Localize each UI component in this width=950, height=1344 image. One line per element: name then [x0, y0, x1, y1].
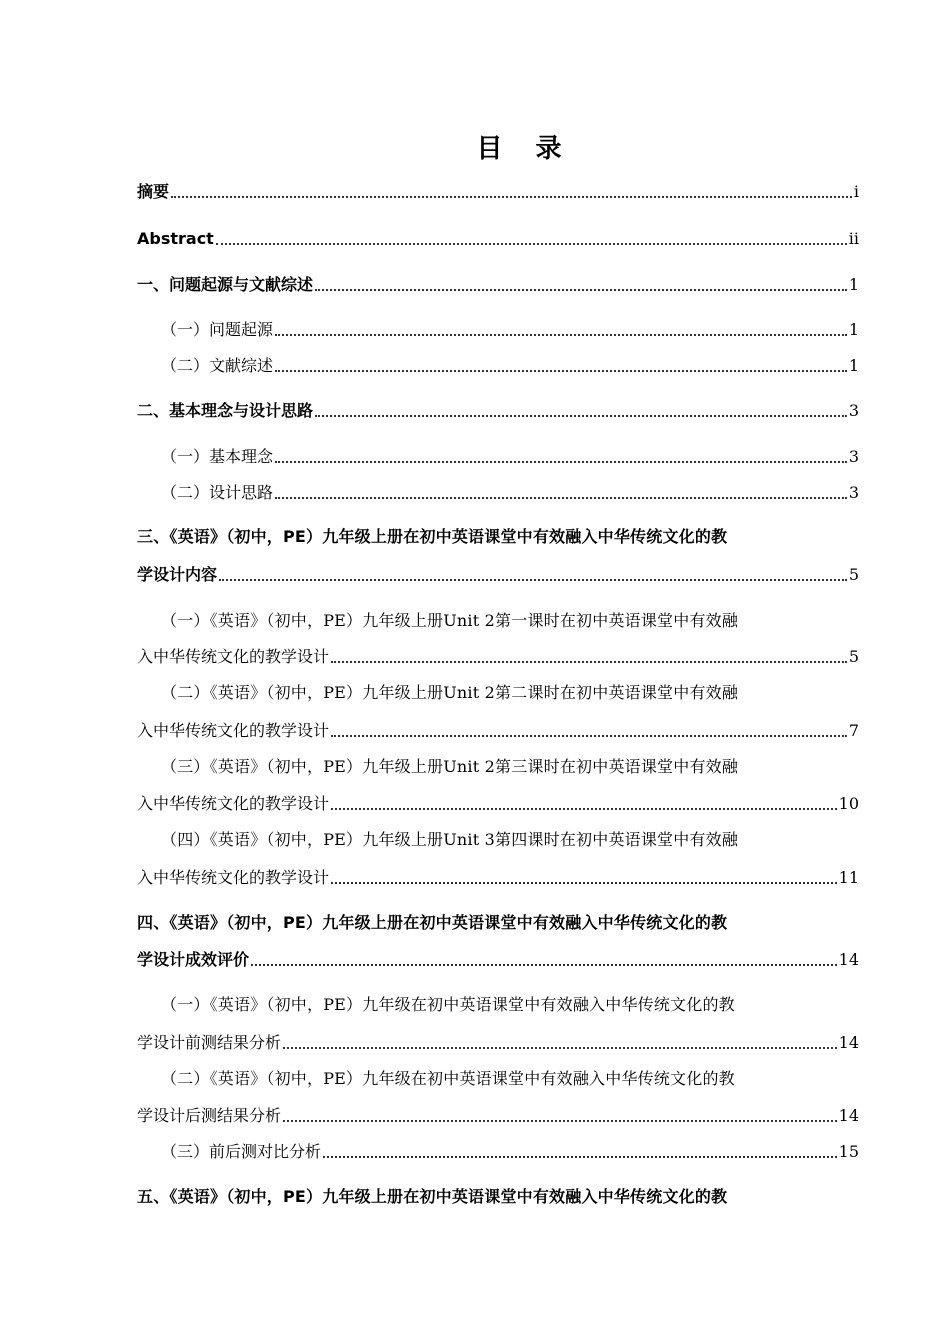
- dot-leader: [331, 807, 837, 810]
- toc-entry-line1: （二）《英语》（初中，PE）九年级在初中英语课堂中有效融入中华传统文化的教: [161, 1069, 735, 1088]
- toc-entry-line1: （一）《英语》（初中，PE）九年级上册Unit 2第一课时在初中英语课堂中有效融: [161, 611, 739, 630]
- toc-entry[interactable]: [137, 483, 859, 503]
- dot-leader: [275, 333, 847, 336]
- dot-leader: [275, 496, 847, 499]
- toc-entry-line1: （二）《英语》（初中，PE）九年级上册Unit 2第二课时在初中英语课堂中有效融: [161, 683, 739, 702]
- dot-leader: [275, 460, 847, 463]
- toc-entry[interactable]: [137, 447, 859, 467]
- toc-entry-page: 5: [848, 565, 859, 584]
- toc-entry-page: i: [853, 182, 859, 201]
- dot-leader: [331, 734, 847, 737]
- toc-entry-text: 摘要: [137, 182, 170, 201]
- toc-entry-text: （二）文献综述: [161, 356, 274, 375]
- dot-leader: [275, 369, 847, 372]
- toc-entry-page: 3: [848, 447, 859, 466]
- dot-leader: [323, 1155, 837, 1158]
- toc-entry[interactable]: [137, 950, 859, 970]
- toc-entry-line1: 五、《英语》（初中，PE）九年级上册在初中英语课堂中有效融入中华传统文化的教: [137, 1187, 728, 1206]
- toc-entry-page: 1: [848, 320, 859, 339]
- dot-leader: [283, 1119, 837, 1122]
- toc-entry-page: 14: [838, 1106, 859, 1125]
- toc-entry-page: 14: [838, 1033, 859, 1052]
- toc-entry[interactable]: [137, 565, 859, 585]
- toc-entry[interactable]: [137, 356, 859, 376]
- toc-entry-page: 15: [838, 1142, 859, 1161]
- toc-entry-page: 14: [838, 950, 859, 969]
- toc-entry-page: 3: [848, 401, 859, 420]
- dot-leader: [315, 414, 847, 417]
- toc-entry-text: 入中华传统文化的教学设计: [137, 868, 330, 887]
- toc-entry-text: （三）前后测对比分析: [161, 1142, 322, 1161]
- toc-entry-text: Abstract: [137, 229, 214, 248]
- toc-entry-page: 1: [848, 275, 859, 294]
- dot-leader: [283, 1046, 837, 1049]
- toc-entry-text: 学设计后测结果分析: [137, 1106, 282, 1125]
- dot-leader: [331, 881, 837, 884]
- toc-title: 目 录: [476, 134, 574, 164]
- toc-entry-text: （二）设计思路: [161, 483, 274, 502]
- toc-entry-text: 学设计前测结果分析: [137, 1033, 282, 1052]
- toc-entry-page: 11: [838, 868, 859, 887]
- toc-entry-text: 二、基本理念与设计思路: [137, 401, 314, 420]
- toc-entry-page: 1: [848, 356, 859, 375]
- dot-leader: [331, 660, 847, 663]
- toc-entry[interactable]: [137, 229, 859, 249]
- toc-entry-page: 7: [848, 721, 859, 740]
- toc-entry-page: 3: [848, 483, 859, 502]
- toc-entry[interactable]: [137, 401, 859, 421]
- toc-entry[interactable]: [137, 1033, 859, 1053]
- toc-entry[interactable]: [137, 1106, 859, 1126]
- toc-entry-text: （一）基本理念: [161, 447, 274, 466]
- dot-leader: [251, 963, 837, 966]
- toc-entry-line1: （四）《英语》（初中，PE）九年级上册Unit 3第四课时在初中英语课堂中有效融: [161, 830, 739, 849]
- toc-entry-text: 入中华传统文化的教学设计: [137, 647, 330, 666]
- toc-entry-page: 5: [848, 647, 859, 666]
- toc-entry-text: 学设计内容: [137, 565, 218, 584]
- toc-entry-text: 入中华传统文化的教学设计: [137, 794, 330, 813]
- toc-entry[interactable]: [137, 1142, 859, 1162]
- toc-entry-text: 一、问题起源与文献综述: [137, 275, 314, 294]
- dot-leader: [315, 288, 847, 291]
- toc-entry[interactable]: [137, 320, 859, 340]
- toc-entry[interactable]: [137, 868, 859, 888]
- dot-leader: [171, 195, 852, 198]
- toc-entry[interactable]: [137, 182, 859, 202]
- toc-entry-line1: 四、《英语》（初中，PE）九年级上册在初中英语课堂中有效融入中华传统文化的教: [137, 913, 728, 932]
- toc-entry-page: 10: [838, 794, 859, 813]
- toc-entry-line1: 三、《英语》（初中，PE）九年级上册在初中英语课堂中有效融入中华传统文化的教: [137, 527, 728, 546]
- toc-entry-text: 入中华传统文化的教学设计: [137, 721, 330, 740]
- dot-leader: [216, 242, 847, 245]
- toc-entry[interactable]: [137, 647, 859, 667]
- toc-entry-text: （一）问题起源: [161, 320, 274, 339]
- toc-entry-page: ii: [848, 229, 859, 248]
- toc-entry[interactable]: [137, 275, 859, 295]
- toc-entry-line1: （三）《英语》（初中，PE）九年级上册Unit 2第三课时在初中英语课堂中有效融: [161, 757, 739, 776]
- toc-entry-line1: （一）《英语》（初中，PE）九年级在初中英语课堂中有效融入中华传统文化的教: [161, 995, 735, 1014]
- toc-entry[interactable]: [137, 721, 859, 741]
- dot-leader: [219, 578, 847, 581]
- toc-entry[interactable]: [137, 794, 859, 814]
- toc-entry-text: 学设计成效评价: [137, 950, 250, 969]
